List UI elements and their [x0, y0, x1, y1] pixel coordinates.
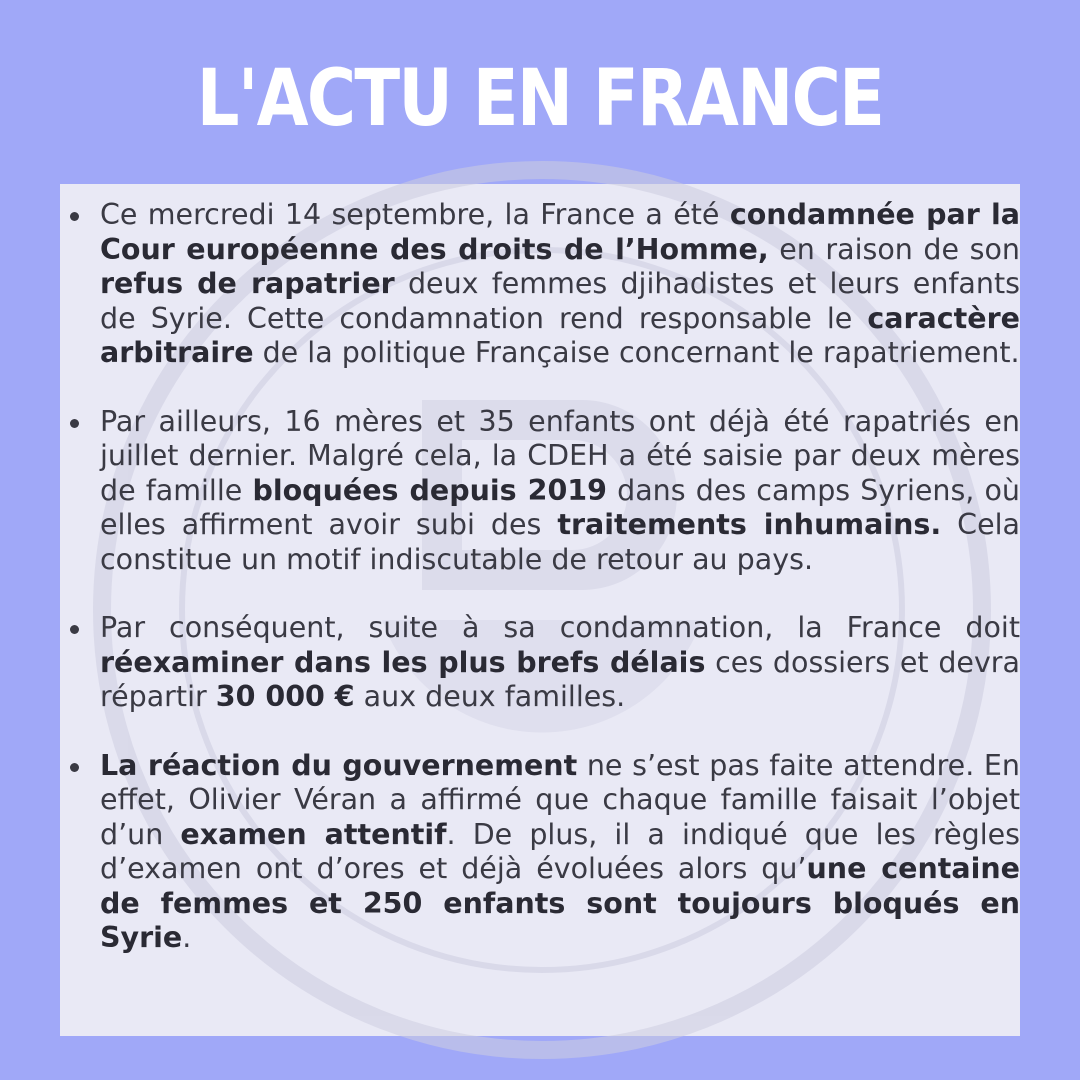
- page-title: L'ACTU EN FRANCE: [196, 54, 884, 144]
- list-item: [60, 749, 1020, 956]
- text: Ce mercredi 14 septembre, la France a été: [100, 198, 730, 231]
- text: Cela constitue un motif indiscutable de retour au pays.: [100, 508, 1020, 576]
- bold-text: condamnée par la Cour européenne des droits de l’Homme,: [100, 198, 1020, 266]
- text: ne s’est pas faite attendre. En effet, Olivier Véran a affirmé que chaque famille faisait l’objet d’un: [100, 748, 1020, 851]
- text: dans des camps Syriens, où elles affirment avoir subi des: [100, 473, 1020, 541]
- text: Par conséquent, suite à sa condamnation, la France doit: [100, 611, 1020, 644]
- bold-text: 30 000 €: [215, 680, 355, 713]
- text: en raison de son: [768, 232, 1020, 266]
- bold-text: refus de rapatrier: [100, 267, 395, 300]
- bullet-dot-icon: [70, 212, 79, 221]
- text: . De plus, il a indiqué que les règles d’examen ont d’ores et déjà évoluées alors qu’: [100, 817, 1021, 885]
- text: de la politique Française concernant le rapatriement.: [253, 336, 1020, 369]
- list-item: [60, 405, 1020, 578]
- text: ces dossiers et devra répartir: [100, 645, 1020, 713]
- bold-text: caractère arbitraire: [100, 301, 1020, 369]
- text: Par ailleurs, 16 mères et 35 enfants ont déjà été rapatriés en juillet dernier. Malgré cela, la CDEH a été saisie par deux mères de famille: [100, 404, 1020, 507]
- article-body: [60, 184, 1020, 1036]
- list-item: [60, 611, 1020, 715]
- bold-text: une centaine de femmes et 250 enfants sont toujours bloqués en Syrie: [100, 852, 1021, 954]
- text: deux femmes djihadistes et leurs enfants de Syrie. Cette condamnation rend responsable le: [100, 267, 1020, 335]
- bullet-dot-icon: [70, 419, 79, 428]
- bold-text: examen attentif: [180, 817, 447, 851]
- bold-text: traitements inhumains.: [557, 508, 942, 541]
- bullet-dot-icon: [70, 625, 79, 634]
- news-bullets: [60, 198, 1020, 956]
- bold-text: bloquées depuis 2019: [252, 473, 607, 507]
- text: .: [182, 921, 192, 954]
- list-item: [60, 198, 1020, 371]
- bullet-dot-icon: [70, 763, 79, 772]
- bold-text: La réaction du gouvernement: [100, 748, 578, 782]
- bold-text: réexaminer dans les plus brefs délais: [100, 645, 706, 679]
- text: aux deux familles.: [354, 680, 626, 713]
